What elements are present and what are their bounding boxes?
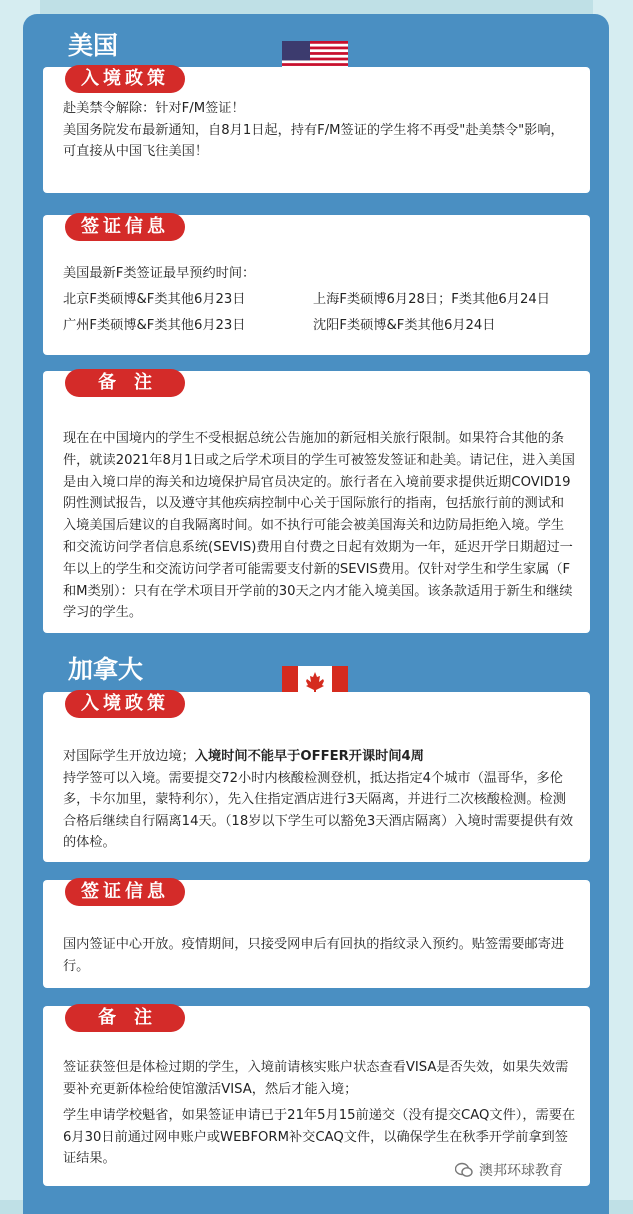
country-title-usa: 美国 bbox=[68, 31, 119, 60]
canada-notes-title: 备注 bbox=[65, 1004, 185, 1032]
visa-guangzhou: 广州F类硕博&F类其他6月23日 bbox=[63, 318, 246, 333]
canada-notes-card bbox=[43, 1006, 590, 1186]
canada-entry-highlight: 入境时间不能早于OFFER开课时间4周 bbox=[194, 749, 424, 764]
visa-beijing: 北京F类硕博&F类其他6月23日 bbox=[63, 292, 246, 307]
watermark bbox=[455, 1160, 563, 1180]
usa-entry-card bbox=[43, 67, 590, 193]
canada-entry-title: 入境政策 bbox=[65, 690, 185, 718]
usa-notes-text: 现在在中国境内的学生不受根据总统公告施加的新冠相关旅行限制。如果符合其他的条件，就读2021年8月1日或之后学术项目的学生可被签发签证和赴美。请记住，进入美国是由入境口岸的海关和边境保护局官员决定的。旅行者在入境前要求提供近期COVID19阴性测试报告，以及遵守其他疾病控制中心关于国际旅行的指南，包括旅行前的测试和入境美国后建议的自我隔离时间。如不执行可能会被美国海关和边防局拒绝入境。学生和交流访问学者信息系统(SEVIS)费用自付费之日起有效期为一年，延迟开学日期超过一年以上的学生和交流访问学者可能需要支付新的SEVIS费用。仅针对学生和学生家属（F和M类别）：只有在学术项目开学前的30天之内才能入境美国。该条款适用于新生和继续学习的学生。 bbox=[63, 431, 575, 621]
canada-notes-p1: 签证获签但是体检过期的学生，入境前请核实账户状态查看VISA是否失效，如果失效需要补充更新体检给使馆激活VISA，然后才能入境； bbox=[63, 1060, 569, 1097]
usa-notes-title: 备注 bbox=[65, 369, 185, 397]
watermark-text: 澳邦环球教育 bbox=[479, 1163, 563, 1179]
canada-visa-card bbox=[43, 880, 590, 988]
country-title-canada: 加拿大 bbox=[68, 655, 144, 684]
visa-shenyang: 沈阳F类硕博&F类其他6月24日 bbox=[313, 318, 496, 333]
usa-visa-card bbox=[43, 215, 590, 355]
canada-notes-p2: 学生申请学校魁省，如果签证申请已于21年5月15前递交（没有提交CAQ文件），需要在6月30日前通过网申账户或WEBFORM补交CAQ文件，以确保学生在秋季开学前拿到签证结果。 bbox=[63, 1108, 576, 1166]
canada-entry-line1: 对国际学生开放边境； bbox=[63, 749, 195, 764]
usa-visa-title: 签证信息 bbox=[65, 213, 185, 241]
wechat-icon bbox=[455, 1162, 473, 1178]
canada-visa-title: 签证信息 bbox=[65, 878, 185, 906]
usa-entry-line1: 赴美禁令解除：针对F/M签证！ bbox=[63, 101, 245, 116]
usa-visa-intro: 美国最新F类签证最早预约时间： bbox=[63, 266, 256, 281]
usa-entry-line2: 美国务院发布最新通知，自8月1日起，持有F/M签证的学生将不再受"赴美禁令"影响，可直接从中国飞往美国！ bbox=[63, 122, 564, 159]
canada-entry-card bbox=[43, 692, 590, 862]
usa-entry-title: 入境政策 bbox=[65, 65, 185, 93]
usa-notes-card bbox=[43, 371, 590, 633]
visa-shanghai: 上海F类硕博6月28日；F类其他6月24日 bbox=[313, 292, 550, 307]
canada-entry-line2: 持学签可以入境。需要提交72小时内核酸检测登机，抵达指定4个城市（温哥华，多伦多，卡尔加里，蒙特利尔），先入住指定酒店进行3天隔离，并进行二次核酸检测。检测合格后继续自行隔离14天。（18岁以下学生可以豁免3天酒店隔离）入境时需要提供有效的体检。 bbox=[63, 770, 574, 850]
canada-visa-text: 国内签证中心开放。疫情期间，只接受网申后有回执的指纹录入预约。贴签需要邮寄进行。 bbox=[63, 937, 565, 974]
